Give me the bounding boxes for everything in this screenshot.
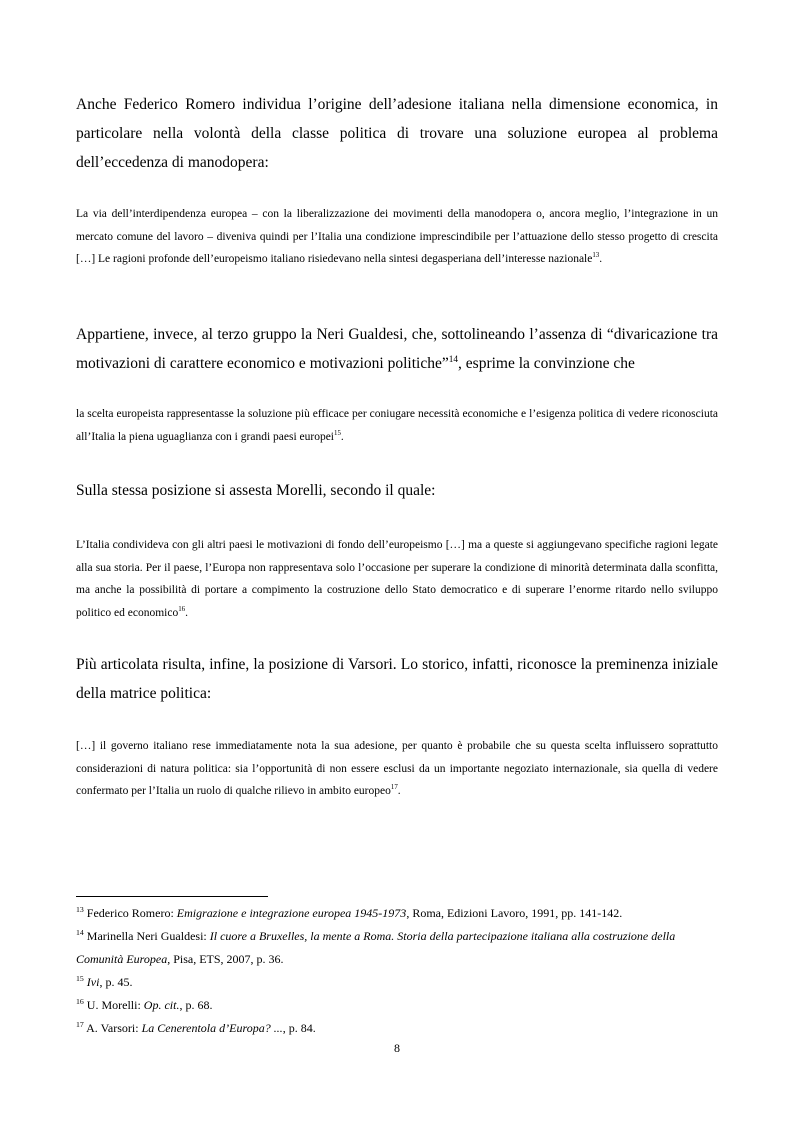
quote-morelli: L’Italia condivideva con gli altri paesi le motivazioni di fondo dell’europeismo […] ma a queste si aggiungevano specifiche ragioni legate alla sua storia. Per il paese, l’Europa non rappresentava solo l’occasione per superare la condizione di minorità determinata dalla sconfitta, ma anche la possibilità di portare a compimento la costruzione dello Stato democratico e di superare l’enorme ritardo nello sviluppo politico ed economico$^{16}$. — [76, 539, 718, 619]
footnote-13: $^{13}$ Federico Romero: Emigrazione e integrazione europea 1945-1973, Roma, Edizioni Lavoro, 1991, pp. 141-142. — [76, 905, 623, 920]
footnote-ref-16[interactable]: 16 — [178, 605, 186, 613]
page-number: 8 — [394, 1041, 400, 1055]
footnote-ref-14[interactable]: 14 — [448, 354, 459, 365]
quote-neri-gualdesi: la scelta europeista rappresentasse la soluzione più efficace per coniugare necessità economiche e l’esigenza politica di vedere riconosciuta all’Italia la piena uguaglianza con i grandi paesi europei$^{15}$. — [76, 408, 718, 443]
footnote-17: $^{17}$ A. Varsori: La Cenerentola d’Europa? ..., p. 84. — [76, 1020, 316, 1035]
paragraph-neri-gualdesi: Appartiene, invece, al terzo gruppo la Neri Gualdesi, che, sottolineando l’assenza di “divaricazione tra motivazioni di carattere economico e motivazioni politiche”$^{14}$, esprime la convinzione che — [76, 326, 718, 372]
footnote-ref-15[interactable]: 15 — [334, 429, 341, 437]
footnote-ref-17[interactable]: 17 — [390, 784, 398, 792]
paragraph-romero: Anche Federico Romero individua l’origine dell’adesione italiana nella dimensione economica, in particolare nella volontà della classe politica di trovare una soluzione europea al problema dell’eccedenza di manodopera: — [76, 96, 718, 171]
quote-romero: La via dell’interdipendenza europea – con la liberalizzazione dei movimenti della manodopera o, ancora meglio, l’integrazione in un mercato comune del lavoro – diveniva quindi per l’Italia una condizione imprescindibile per l’attuazione dello stesso progetto di crescita […] Le ragioni profonde dell’europeismo italiano risiedevano nella sintesi degasperiana dell’interesse nazionale$^{13}$. — [76, 208, 718, 265]
footnote-16: $^{16}$ U. Morelli: Op. cit., p. 68. — [76, 997, 213, 1012]
paragraph-morelli: Sulla stessa posizione si assesta Morelli, secondo il quale: — [76, 482, 436, 499]
footnote-separator — [76, 896, 268, 897]
footnote-14: $^{14}$ Marinella Neri Gualdesi: Il cuore a Bruxelles, la mente a Roma. Storia della partecipazione italiana alla costruzione della Comunità Europea, Pisa, ETS, 2007, p. 36. — [76, 928, 676, 966]
footnote-15: $^{15}$ Ivi, p. 45. — [76, 974, 133, 989]
quote-varsori: […] il governo italiano rese immediatamente nota la sua adesione, per quanto è probabile che su questa scelta influissero soprattutto considerazioni di natura politica: sia l’opportunità di non essere esclusi da un importante negoziato internazionale, sia quella di vedere confermato per l’Italia un ruolo di qualche rilievo in ambito europeo$^{17}$. — [76, 740, 718, 797]
footnote-ref-13[interactable]: 13 — [592, 252, 600, 260]
paragraph-varsori: Più articolata risulta, infine, la posizione di Varsori. Lo storico, infatti, riconosce la preminenza iniziale della matrice politica: — [76, 656, 718, 702]
